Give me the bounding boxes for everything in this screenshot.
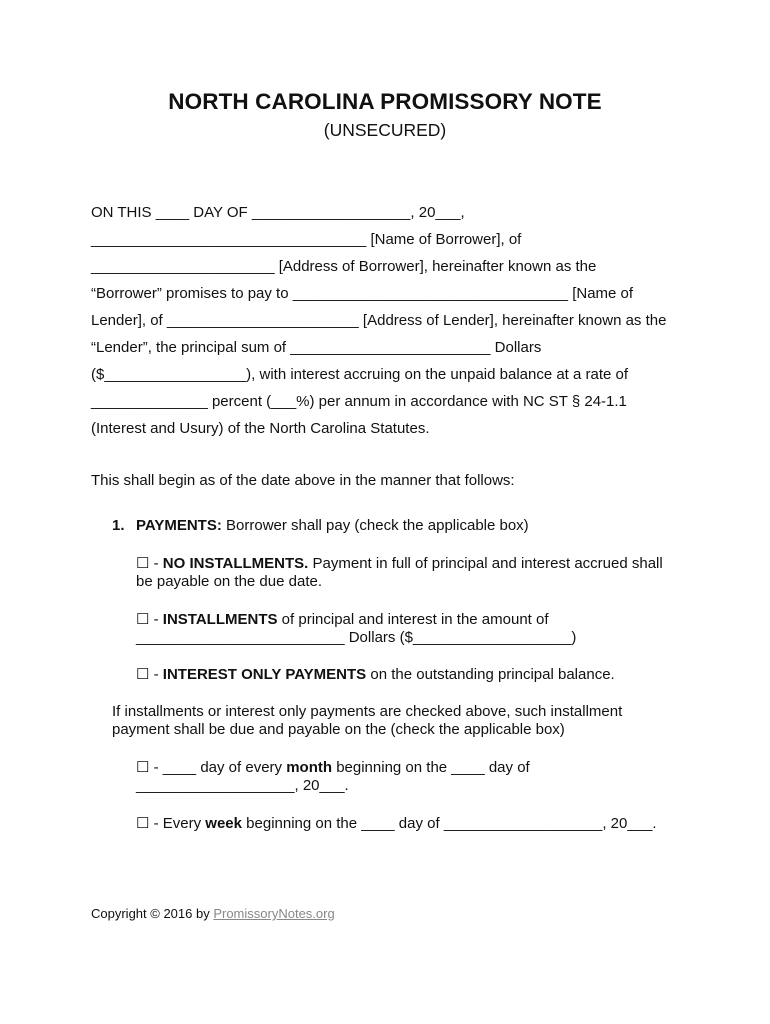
begin-text: This shall begin as of the date above in the manner that follows: <box>91 472 515 489</box>
option-interest-only-label: INTEREST ONLY PAYMENTS <box>162 666 367 683</box>
option-no-installments-label: NO INSTALLMENTS. <box>162 555 309 572</box>
option-monthly-text-pre: - ____ day of every <box>149 759 287 776</box>
payments-heading-text: Borrower shall pay (check the applicable box) <box>221 517 529 534</box>
option-monthly-bold: month <box>286 759 333 776</box>
option-weekly-bold: week <box>205 815 242 832</box>
intro-line-1: ON THIS ____ DAY OF ___________________, 20___, <box>91 204 465 221</box>
option-weekly-text-post: beginning on the ____ day of ___________________, 20___. <box>242 815 657 832</box>
option-weekly-text-pre: - Every <box>149 815 206 832</box>
document-subtitle: (UNSECURED) <box>323 120 447 140</box>
section-number: 1. <box>112 517 125 534</box>
intro-line-4: “Borrower” promises to pay to _________________________________ [Name of <box>91 285 634 302</box>
option-no-installments-line-2: be payable on the due date. <box>136 573 322 590</box>
option-no-installments-text: Payment in full of principal and interest accrued shall <box>308 555 663 572</box>
intro-line-2: _________________________________ [Name of Borrower], of <box>91 231 522 248</box>
option-dash: - <box>149 611 163 628</box>
option-installments-label: INSTALLMENTS <box>162 611 278 628</box>
option-monthly <box>136 758 530 776</box>
option-weekly <box>136 814 657 832</box>
schedule-line-2: payment shall be due and payable on the (check the applicable box) <box>112 721 565 738</box>
copyright-text: Copyright © 2016 by <box>91 906 214 921</box>
option-installments <box>136 610 549 628</box>
option-monthly-text-post: beginning on the ____ day of <box>332 759 530 776</box>
payments-heading <box>112 517 529 534</box>
intro-line-9: (Interest and Usury) of the North Carolina Statutes. <box>91 420 430 437</box>
document-title: NORTH CAROLINA PROMISSORY NOTE <box>168 89 602 114</box>
checkbox-interest-only[interactable]: ☐ <box>136 666 150 683</box>
option-monthly-line-2: ___________________, 20___. <box>136 777 349 794</box>
option-interest-only-text: on the outstanding principal balance. <box>366 666 615 683</box>
option-installments-line-2: _________________________ Dollars ($___________________) <box>136 629 577 646</box>
option-installments-text: of principal and interest in the amount of <box>277 611 549 628</box>
option-dash: - <box>149 666 163 683</box>
schedule-line-1: If installments or interest only payments are checked above, such installment <box>112 703 623 720</box>
checkbox-no-installments[interactable]: ☐ <box>136 555 150 572</box>
intro-line-8: ______________ percent (___%) per annum in accordance with NC ST § 24-1.1 <box>91 393 627 410</box>
checkbox-installments[interactable]: ☐ <box>136 611 150 628</box>
option-no-installments <box>136 554 663 572</box>
option-interest-only <box>136 665 615 683</box>
option-dash: - <box>149 555 163 572</box>
footer-link[interactable]: PromissoryNotes.org <box>213 906 335 921</box>
intro-line-6: “Lender”, the principal sum of ________________________ Dollars <box>91 339 542 356</box>
intro-line-5: Lender], of _______________________ [Address of Lender], hereinafter known as the <box>91 312 667 329</box>
checkbox-monthly[interactable]: ☐ <box>136 759 150 776</box>
copyright-footer <box>91 906 335 921</box>
intro-line-7: ($_________________), with interest accruing on the unpaid balance at a rate of <box>91 366 629 383</box>
checkbox-weekly[interactable]: ☐ <box>136 815 150 832</box>
intro-line-3: ______________________ [Address of Borrower], hereinafter known as the <box>91 258 597 275</box>
payments-heading-label: PAYMENTS: <box>136 517 222 534</box>
